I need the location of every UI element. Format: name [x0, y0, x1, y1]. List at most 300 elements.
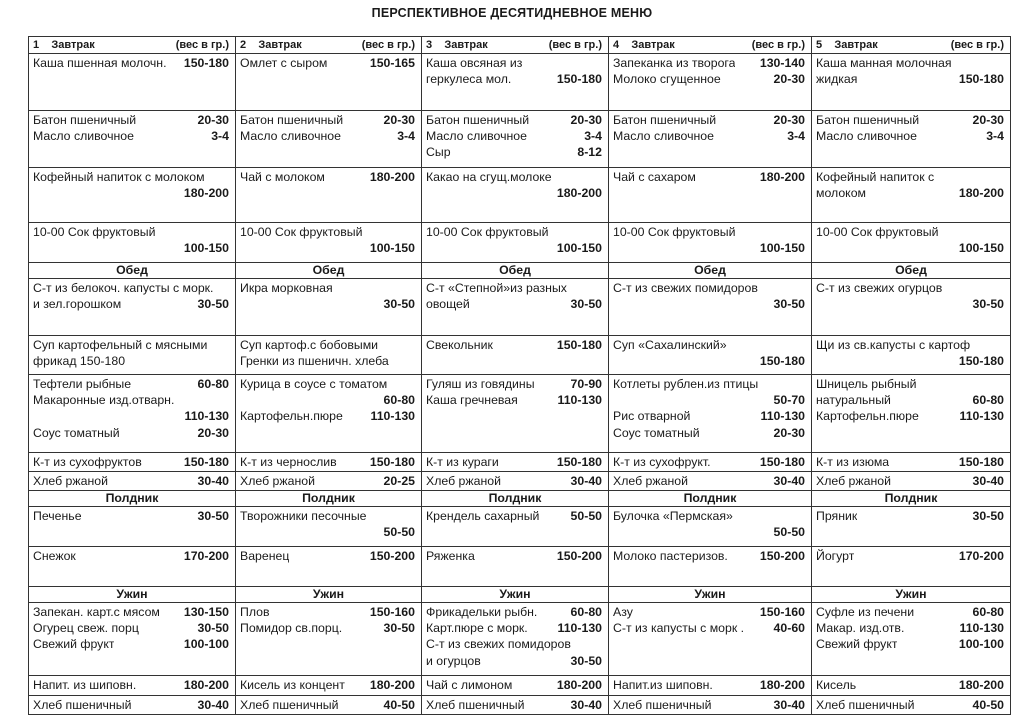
dish-weight: 100-100: [183, 637, 229, 652]
dish-name: Варенец: [240, 549, 290, 563]
meal-name: Завтрак: [444, 39, 488, 51]
day-label: [613, 38, 675, 52]
dish-name: Батон пшеничный: [426, 113, 530, 127]
dish-weight: 130-140: [759, 56, 805, 70]
dish-name: 10-00 Сок фруктовый: [613, 225, 736, 239]
dish-line: [816, 677, 1004, 693]
dish-line: [33, 408, 229, 424]
dish-name: Пряник: [816, 509, 858, 523]
dish-line: [33, 697, 229, 713]
dish-name: Каша гречневая: [426, 393, 518, 408]
menu-cell: [812, 54, 1011, 111]
menu-row-drink: [29, 168, 1011, 223]
dish-name: С-т из капусты с морк .: [613, 621, 745, 636]
dish-weight: 110-130: [557, 621, 602, 636]
menu-cell: [29, 696, 236, 715]
dish-line: [240, 677, 415, 693]
dish-name: Котлеты рублен.из птицы: [613, 377, 759, 391]
dish-line: [426, 337, 602, 353]
dish-line: [816, 280, 1004, 296]
dish-line: [240, 337, 415, 353]
dish-line: [613, 604, 805, 620]
dish-name: Карт.пюре с морк.: [426, 621, 528, 636]
menu-cell: [812, 453, 1011, 472]
dish-name: Творожники песочные: [240, 509, 367, 523]
dish-line: [426, 392, 602, 408]
dish-weight: 3-4: [584, 129, 602, 144]
meal-header: Ужин: [29, 587, 236, 603]
menu-cell: [29, 453, 236, 472]
dish-weight: 20-30: [773, 113, 805, 127]
day-header-line: [816, 38, 1004, 52]
dish-weight: 30-50: [197, 297, 229, 312]
dish-line: [33, 636, 229, 652]
dish-line: [33, 548, 229, 564]
dish-name: Помидор св.порц.: [240, 621, 343, 636]
day-header-line: [240, 38, 415, 52]
dish-weight: 30-50: [197, 621, 229, 636]
menu-cell: [422, 336, 609, 375]
menu-cell: [422, 696, 609, 715]
dish-line: [240, 376, 415, 392]
dish-name: Азу: [613, 605, 633, 619]
dish-name: К-т из изюма: [816, 455, 890, 469]
dish-line: [816, 604, 1004, 620]
day-label: [426, 38, 488, 52]
dish-line: [426, 697, 602, 713]
dish-name: Хлеб пшеничный: [613, 698, 712, 712]
meal-header: Обед: [236, 263, 422, 279]
dish-name: Йогурт: [816, 549, 855, 563]
dish-weight: 30-50: [570, 653, 602, 668]
dish-line: [33, 224, 229, 240]
dish-name: Кисель из концент: [240, 678, 345, 692]
dish-name: Хлеб ржаной: [613, 474, 688, 488]
dish-line: [816, 392, 1004, 408]
day-header-row: [29, 37, 1011, 54]
dish-line: [613, 55, 805, 71]
dish-name: 10-00 Сок фруктовый: [240, 225, 363, 239]
dish-weight: 20-30: [972, 113, 1004, 127]
dish-line: [426, 55, 602, 71]
meal-header: Обед: [812, 263, 1011, 279]
dish-line: [240, 169, 415, 185]
dish-name: Чай с лимоном: [426, 678, 513, 692]
day-number: 1: [33, 39, 40, 51]
dish-line: [240, 112, 415, 128]
meal-header-row-dinner: [29, 587, 1011, 603]
dish-line: [613, 112, 805, 128]
dish-line: [613, 280, 805, 296]
dish-weight: 150-160: [369, 605, 415, 619]
meal-header: Ужин: [236, 587, 422, 603]
day-header: [29, 37, 236, 54]
dish-weight: 40-60: [773, 621, 805, 636]
dish-name: Булочка «Пермская»: [613, 509, 733, 523]
menu-cell: [609, 336, 812, 375]
dish-weight: 30-40: [972, 474, 1004, 488]
dish-name: Суп картофельный с мясными: [33, 338, 208, 352]
dish-name: Гуляш из говядины: [426, 377, 535, 391]
menu-cell: [422, 223, 609, 263]
dish-weight: 130-150: [183, 605, 229, 619]
dish-weight: 3-4: [986, 129, 1004, 144]
menu-cell: [29, 111, 236, 168]
dish-name: Свекольник: [426, 338, 493, 352]
dish-weight: 40-50: [383, 698, 415, 712]
dish-weight: 60-80: [383, 393, 415, 408]
dish-name: Макар. изд.отв.: [816, 621, 905, 636]
dish-weight: 3-4: [211, 129, 229, 144]
dish-weight: 150-180: [556, 338, 602, 352]
menu-cell: [236, 168, 422, 223]
day-header: [422, 37, 609, 54]
dish-line: [33, 677, 229, 693]
menu-cell: [236, 54, 422, 111]
dish-line: [240, 408, 415, 424]
dish-weight: 30-50: [197, 509, 229, 523]
menu-row-juice: [29, 223, 1011, 263]
dish-name: Свежий фрукт: [33, 637, 115, 652]
day-label: [816, 38, 878, 52]
dish-line: [613, 337, 805, 353]
menu-row-compote: [29, 453, 1011, 472]
meal-header-row-lunch: [29, 263, 1011, 279]
dish-name: Батон пшеничный: [240, 113, 344, 127]
dish-name: Батон пшеничный: [816, 113, 920, 127]
day-header-line: [426, 38, 602, 52]
dish-line: [33, 128, 229, 144]
menu-row-soup: [29, 336, 1011, 375]
dish-line: [240, 524, 415, 540]
dish-weight: 110-130: [184, 409, 229, 424]
dish-line: [240, 620, 415, 636]
dish-name: С-т из свежих помидоров: [613, 281, 758, 295]
dish-weight: 150-180: [958, 354, 1004, 369]
page-title: ПЕРСПЕКТИВНОЕ ДЕСЯТИДНЕВНОЕ МЕНЮ: [371, 6, 653, 20]
weight-label: (вес в гр.): [361, 39, 415, 51]
dish-line: [240, 548, 415, 564]
dish-line: [33, 376, 229, 392]
menu-cell: [29, 603, 236, 676]
dish-line: [816, 128, 1004, 144]
dish-name: Хлеб ржаной: [240, 474, 315, 488]
day-header: [236, 37, 422, 54]
dish-line: [816, 169, 1004, 185]
dish-name: Печенье: [33, 509, 82, 523]
dish-name: С-т из белокоч. капусты с морк.: [33, 281, 214, 295]
dish-line: [33, 425, 229, 441]
menu-cell: [812, 375, 1011, 453]
dish-line: [240, 55, 415, 71]
dish-weight: 110-130: [370, 409, 415, 424]
menu-cell: [29, 375, 236, 453]
dish-line: [816, 353, 1004, 369]
meal-header: Обед: [609, 263, 812, 279]
dish-line: [33, 169, 229, 185]
dish-weight: 50-50: [383, 525, 415, 540]
dish-line: [426, 240, 602, 256]
dish-weight: 20-30: [197, 113, 229, 127]
dish-line: [33, 353, 229, 369]
dish-line: [613, 524, 805, 540]
dish-weight: 150-200: [556, 549, 602, 563]
dish-line: [426, 677, 602, 693]
dish-line: [426, 296, 602, 312]
dish-line: [613, 620, 805, 636]
dish-name: Картофельн.пюре: [240, 409, 343, 424]
dish-weight: 180-200: [556, 678, 602, 692]
dish-weight: 20-30: [570, 113, 602, 127]
dish-weight: 170-200: [183, 549, 229, 563]
menu-cell: [609, 603, 812, 676]
menu-cell: [609, 453, 812, 472]
meal-name: Завтрак: [51, 39, 95, 51]
dish-name: Хлеб пшеничный: [240, 698, 339, 712]
dish-line: [613, 128, 805, 144]
dish-line: [426, 473, 602, 489]
dish-name: Суп картоф.с бобовыми: [240, 338, 379, 352]
dish-name: Огурец свеж. порц: [33, 621, 139, 636]
meal-header-row-snack: [29, 491, 1011, 507]
dish-line: [240, 296, 415, 312]
day-header-line: [33, 38, 229, 52]
dish-weight: 30-40: [773, 698, 805, 712]
dish-weight: 30-50: [972, 509, 1004, 523]
dish-name: Масло сливочное: [33, 129, 134, 144]
dish-weight: 180-200: [759, 678, 805, 692]
dish-name: Молоко пастеризов.: [613, 549, 728, 563]
dish-name: Омлет с сыром: [240, 56, 328, 70]
menu-cell: [422, 547, 609, 587]
dish-name: Чай с молоком: [240, 170, 325, 184]
menu-row-breakfast-main: [29, 54, 1011, 111]
dish-weight: 150-200: [369, 549, 415, 563]
dish-name: С-т из свежих огурцов: [816, 281, 943, 295]
dish-weight: 150-200: [759, 549, 805, 563]
menu-cell: [29, 168, 236, 223]
menu-cell: [609, 54, 812, 111]
dish-name: 10-00 Сок фруктовый: [33, 225, 156, 239]
dish-line: [613, 548, 805, 564]
meal-header: Ужин: [609, 587, 812, 603]
menu-cell: [236, 696, 422, 715]
dish-line: [426, 144, 602, 160]
dish-weight: 180-200: [369, 678, 415, 692]
menu-cell: [609, 111, 812, 168]
day-number: 3: [426, 39, 433, 51]
dish-line: [33, 185, 229, 201]
dish-name: Каша пшенная молочн.: [33, 56, 167, 70]
dish-line: [816, 408, 1004, 424]
menu-cell: [236, 375, 422, 453]
dish-line: [426, 636, 602, 652]
dish-name: геркулеса мол.: [426, 72, 512, 87]
dish-name: Какао на сгущ.молоке: [426, 170, 552, 184]
menu-cell: [812, 111, 1011, 168]
dish-name: 10-00 Сок фруктовый: [426, 225, 549, 239]
dish-weight: 180-200: [958, 186, 1004, 201]
dish-name: Кисель: [816, 678, 857, 692]
dish-line: [426, 454, 602, 470]
menu-cell: [609, 547, 812, 587]
dish-name: и зел.горошком: [33, 297, 122, 312]
dish-line: [816, 454, 1004, 470]
dish-weight: 60-80: [972, 393, 1004, 408]
dish-line: [33, 508, 229, 524]
dish-weight: 60-80: [570, 605, 602, 619]
menu-cell: [812, 168, 1011, 223]
day-header-line: [613, 38, 805, 52]
dish-weight: 150-180: [556, 455, 602, 469]
dish-weight: 150-160: [759, 605, 805, 619]
dish-weight: 100-150: [958, 241, 1004, 256]
dish-name: Каша овсяная из: [426, 56, 523, 70]
menu-row-bread-butter: [29, 111, 1011, 168]
dish-name: Хлеб пшеничный: [426, 698, 525, 712]
dish-line: [613, 353, 805, 369]
menu-row-snack-drink: [29, 547, 1011, 587]
day-header: [812, 37, 1011, 54]
menu-table: [28, 36, 1011, 715]
dish-name: Тефтели рыбные: [33, 377, 132, 391]
dish-line: [816, 508, 1004, 524]
dish-line: [613, 240, 805, 256]
day-header: [609, 37, 812, 54]
dish-weight: 100-150: [759, 241, 805, 256]
menu-cell: [609, 375, 812, 453]
menu-cell: [29, 676, 236, 696]
dish-weight: 180-200: [183, 186, 229, 201]
dish-weight: 180-200: [556, 186, 602, 201]
dish-line: [33, 240, 229, 256]
dish-line: [33, 280, 229, 296]
dish-line: [613, 71, 805, 87]
day-label: [240, 38, 302, 52]
dish-name: Хлеб пшеничный: [33, 698, 132, 712]
dish-weight: 30-50: [383, 297, 415, 312]
dish-name: Свежий фрукт: [816, 637, 898, 652]
dish-name: 10-00 Сок фруктовый: [816, 225, 939, 239]
dish-name: Икра морковная: [240, 281, 333, 295]
dish-line: [816, 376, 1004, 392]
dish-line: [426, 280, 602, 296]
menu-cell: [29, 223, 236, 263]
dish-weight: 30-50: [570, 297, 602, 312]
dish-weight: 180-200: [183, 678, 229, 692]
dish-weight: 150-180: [759, 455, 805, 469]
dish-weight: 150-180: [958, 72, 1004, 87]
dish-weight: 3-4: [787, 129, 805, 144]
dish-weight: 60-80: [197, 377, 229, 391]
meal-name: Завтрак: [631, 39, 675, 51]
dish-name: Плов: [240, 605, 270, 619]
dish-line: [816, 337, 1004, 353]
menu-cell: [422, 111, 609, 168]
meal-header: Полдник: [29, 491, 236, 507]
dish-weight: 3-4: [397, 129, 415, 144]
dish-weight: 180-200: [369, 170, 415, 184]
menu-cell: [236, 603, 422, 676]
dish-line: [613, 677, 805, 693]
dish-weight: 20-30: [197, 425, 229, 440]
dish-name: Масло сливочное: [426, 129, 527, 144]
dish-name: Каша манная молочная: [816, 56, 952, 70]
dish-line: [613, 169, 805, 185]
dish-weight: 110-130: [760, 409, 805, 424]
menu-cell: [609, 696, 812, 715]
dish-name: натуральный: [816, 393, 891, 408]
dish-name: Соус томатный: [613, 425, 700, 440]
meal-header: Полдник: [236, 491, 422, 507]
dish-name: Рис отварной: [613, 409, 691, 424]
dish-weight: 50-50: [773, 525, 805, 540]
dish-weight: 20-25: [383, 474, 415, 488]
dish-weight: 110-130: [959, 409, 1004, 424]
dish-name: Масло сливочное: [613, 129, 714, 144]
dish-weight: 180-200: [958, 678, 1004, 692]
dish-name: Сыр: [426, 145, 451, 160]
menu-cell: [812, 336, 1011, 375]
dish-line: [613, 697, 805, 713]
menu-cell: [422, 603, 609, 676]
dish-weight: 100-150: [183, 241, 229, 256]
menu-cell: [422, 676, 609, 696]
dish-weight: 150-180: [759, 354, 805, 369]
dish-line: [240, 280, 415, 296]
dish-weight: 60-80: [972, 605, 1004, 619]
dish-name: Батон пшеничный: [33, 113, 137, 127]
dish-line: [240, 392, 415, 408]
dish-name: К-т из чернослив: [240, 455, 337, 469]
menu-row-dinner-main: [29, 603, 1011, 676]
meal-header: Полдник: [422, 491, 609, 507]
dish-line: [240, 604, 415, 620]
weight-label: (вес в гр.): [175, 39, 229, 51]
dish-line: [426, 112, 602, 128]
day-number: 5: [816, 39, 823, 51]
menu-cell: [236, 676, 422, 696]
dish-name: Хлеб ржаной: [426, 474, 501, 488]
dish-line: [613, 454, 805, 470]
dish-line: [613, 376, 805, 392]
menu-cell: [236, 223, 422, 263]
dish-weight: 150-180: [369, 455, 415, 469]
dish-name: Щи из св.капусты с картоф: [816, 338, 971, 352]
dish-name: Запекан. карт.с мясом: [33, 605, 160, 619]
dish-name: К-т из сухофруктов: [33, 455, 142, 469]
menu-cell: [236, 279, 422, 336]
dish-line: [33, 337, 229, 353]
dish-weight: 100-150: [556, 241, 602, 256]
menu-cell: [812, 696, 1011, 715]
menu-cell: [236, 111, 422, 168]
dish-name: С-т «Степной»из разных: [426, 281, 567, 295]
menu-cell: [609, 507, 812, 547]
dish-name: фрикад 150-180: [33, 354, 126, 369]
dish-name: Ряженка: [426, 549, 475, 563]
dish-name: молоком: [816, 186, 866, 201]
dish-line: [33, 112, 229, 128]
dish-weight: 30-40: [570, 698, 602, 712]
dish-weight: 20-30: [773, 425, 805, 440]
meal-header: Обед: [422, 263, 609, 279]
dish-weight: 110-130: [959, 621, 1004, 636]
dish-line: [426, 71, 602, 87]
dish-line: [816, 636, 1004, 652]
dish-name: и огурцов: [426, 653, 481, 668]
menu-cell: [422, 54, 609, 111]
